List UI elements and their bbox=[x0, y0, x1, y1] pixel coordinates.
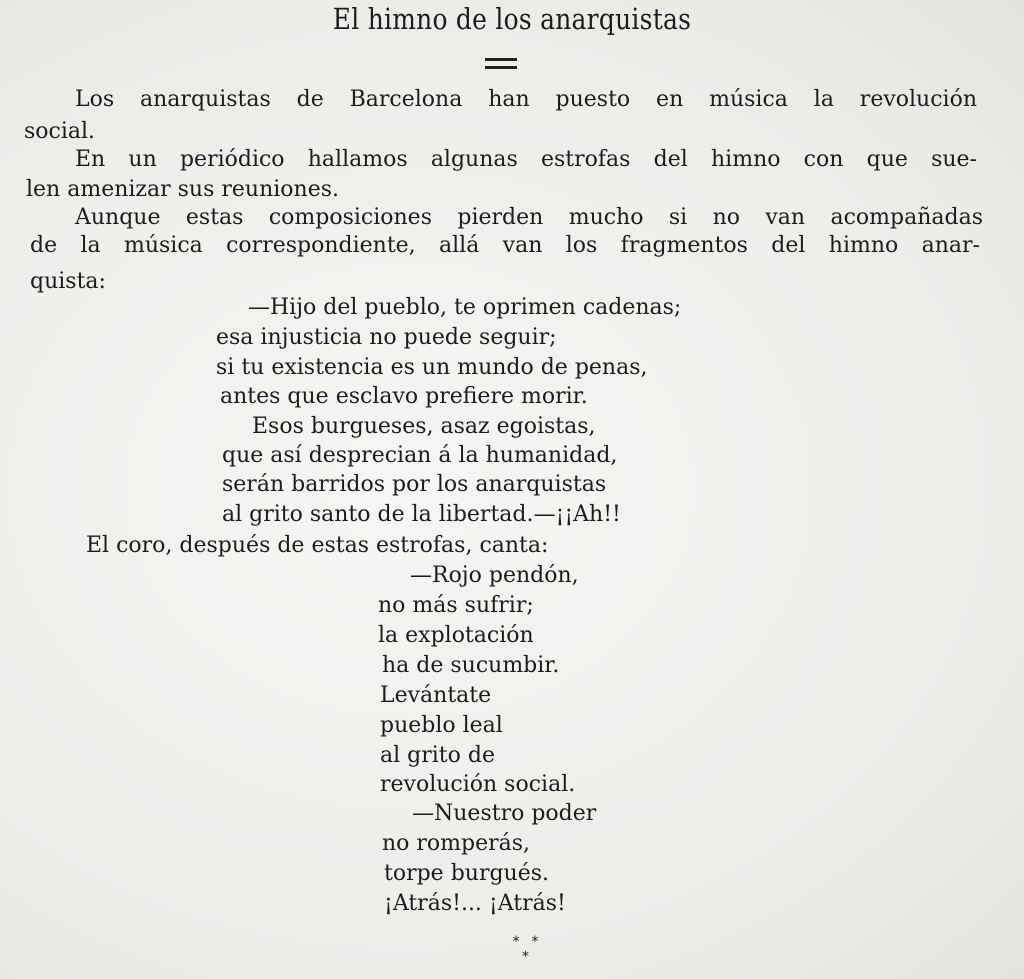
chorus-line: torpe burgués. bbox=[384, 861, 550, 886]
verse-line: que así desprecian á la humanidad, bbox=[222, 443, 618, 468]
paragraph-line: quista: bbox=[30, 269, 106, 294]
verse-line: antes que esclavo prefiere morir. bbox=[220, 384, 588, 409]
chorus-line: la explotación bbox=[378, 623, 534, 648]
chorus-line: ha de sucumbir. bbox=[382, 653, 560, 678]
chorus-line: pueblo leal bbox=[380, 713, 503, 738]
chorus-line: revolución social. bbox=[380, 772, 576, 797]
verse-line: al grito santo de la libertad.—¡¡Ah!! bbox=[222, 502, 621, 527]
chorus-line: no romperás, bbox=[382, 831, 531, 856]
verse-line: si tu existencia es un mundo de penas, bbox=[216, 355, 648, 380]
section-separator bbox=[506, 934, 546, 964]
article-title: El himno de los anarquistas bbox=[332, 2, 692, 36]
chorus-line: —Nuestro poder bbox=[412, 801, 597, 826]
verse-line: esa injusticia no puede seguir; bbox=[216, 325, 557, 350]
separator-stars: * * * bbox=[511, 934, 541, 965]
chorus-line: al grito de bbox=[380, 743, 495, 768]
chorus-line: ¡Atrás!... ¡Atrás! bbox=[384, 891, 566, 916]
title-rule bbox=[485, 58, 517, 61]
verse-line: Esos burgueses, asaz egoistas, bbox=[252, 414, 596, 439]
chorus-line: —Rojo pendón, bbox=[410, 563, 579, 588]
verse-line: serán barridos por los anarquistas bbox=[222, 472, 607, 497]
chorus-line: no más sufrir; bbox=[378, 593, 534, 618]
verse-line: —Hijo del pueblo, te oprimen cadenas; bbox=[248, 295, 682, 320]
paragraph-line: Aunque estas composiciones pierden mucho si no van acompañadas bbox=[75, 205, 983, 230]
paragraph-line: len amenizar sus reuniones. bbox=[26, 177, 340, 202]
paragraph-line: Los anarquistas de Barcelona han puesto en música la revolución bbox=[75, 87, 977, 112]
paragraph-line: de la música correspondiente, allá van los fragmentos del himno anar- bbox=[30, 233, 980, 258]
title-rule bbox=[485, 66, 517, 69]
paragraph-line: En un periódico hallamos algunas estrofas del himno con que sue- bbox=[75, 147, 977, 172]
paragraph-line: social. bbox=[24, 119, 96, 144]
chorus-line: Levántate bbox=[380, 683, 492, 708]
chorus-intro: El coro, después de estas estrofas, canta: bbox=[86, 533, 549, 558]
